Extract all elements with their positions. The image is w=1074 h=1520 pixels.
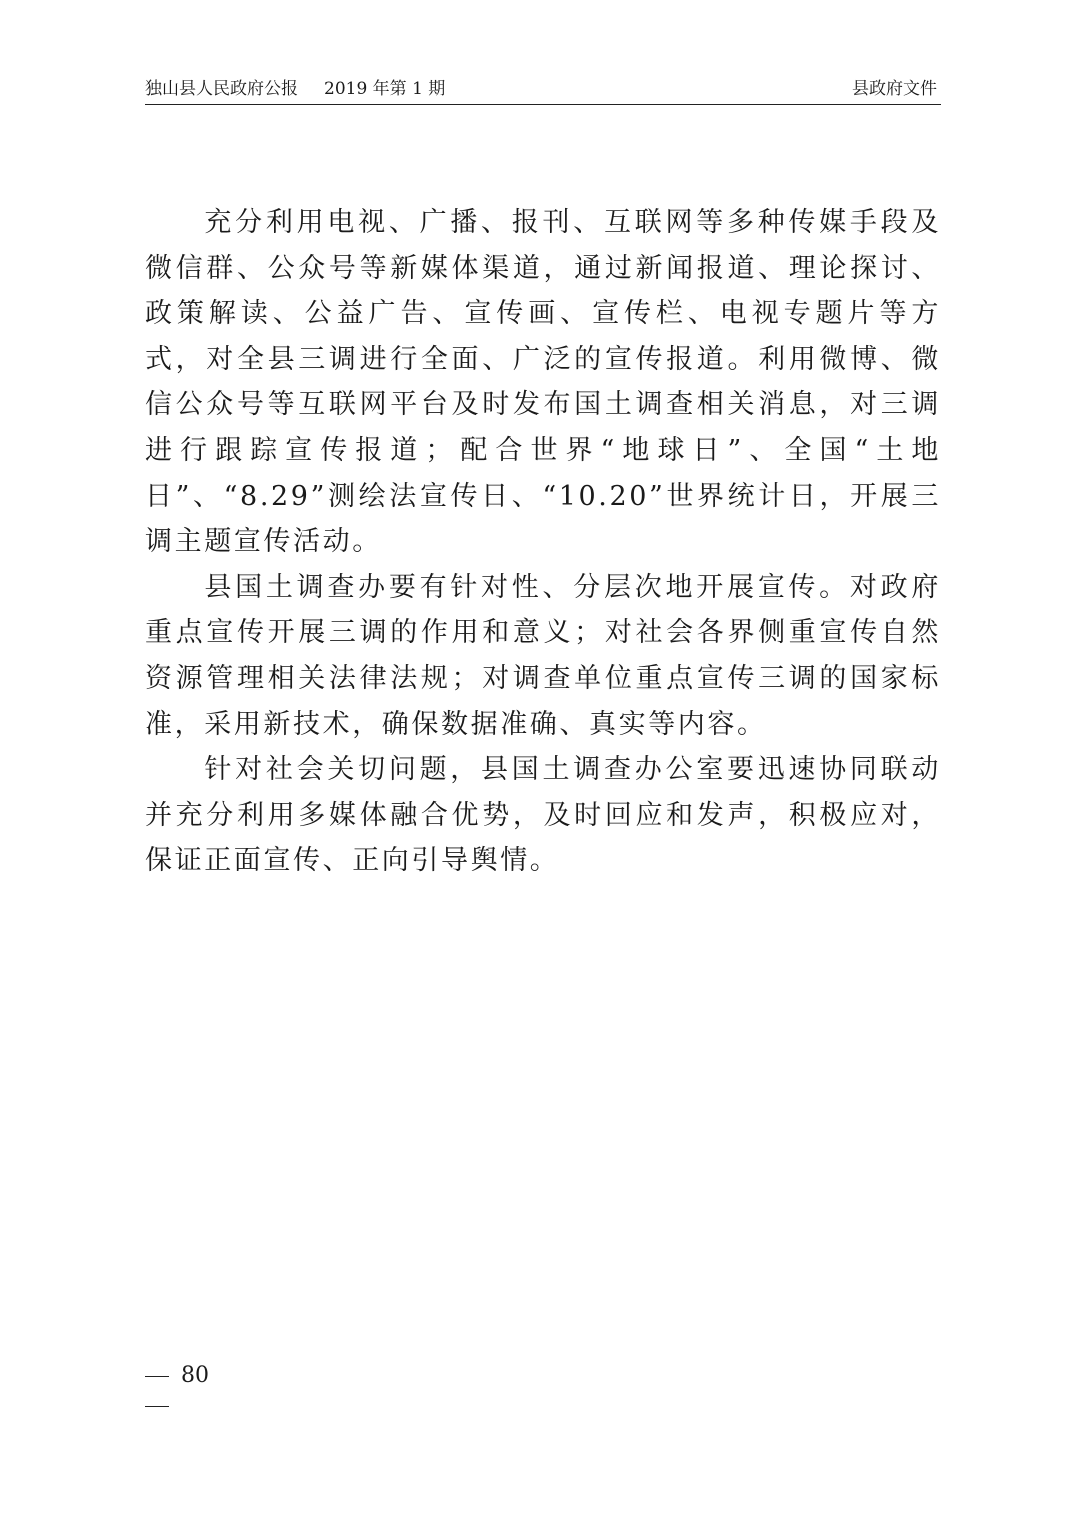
document-body: [145, 200, 941, 884]
section-title: 县政府文件: [852, 79, 937, 99]
issue-number: 2019 年第 1 期: [324, 79, 446, 99]
page-number: 80: [181, 1363, 209, 1388]
footer-dash-bottom: [145, 1406, 169, 1407]
footer-dash-left: [145, 1376, 169, 1377]
publication-title: 独山县人民政府公报: [145, 79, 298, 99]
paragraph-1: 充分利用电视、广播、报刊、互联网等多种传媒手段及微信群、公众号等新媒体渠道，通过新闻报道、理论探讨、政策解读、公益广告、宣传画、宣传栏、电视专题片等方式，对全县三调进行全面、广泛的宣传报道。利用微博、微信公众号等互联网平台及时发布国土调查相关消息，对三调进行跟踪宣传报道；配合世界“地球日”、全国“土地日”、“8.29”测绘法宣传日、“10.20”世界统计日，开展三调主题宣传活动。: [145, 207, 941, 558]
running-header: [145, 78, 941, 105]
page-footer: [145, 1360, 209, 1407]
paragraph-3: 针对社会关切问题，县国土调查办公室要迅速协同联动并充分利用多媒体融合优势，及时回应和发声，积极应对，保证正面宣传、正向引导舆情。: [145, 754, 941, 877]
header-left: [145, 78, 445, 100]
paragraph-2: 县国土调查办要有针对性、分层次地开展宣传。对政府重点宣传开展三调的作用和意义；对社会各界侧重宣传自然资源管理相关法律法规；对调查单位重点宣传三调的国家标准，采用新技术，确保数据准确、真实等内容。: [145, 571, 941, 740]
